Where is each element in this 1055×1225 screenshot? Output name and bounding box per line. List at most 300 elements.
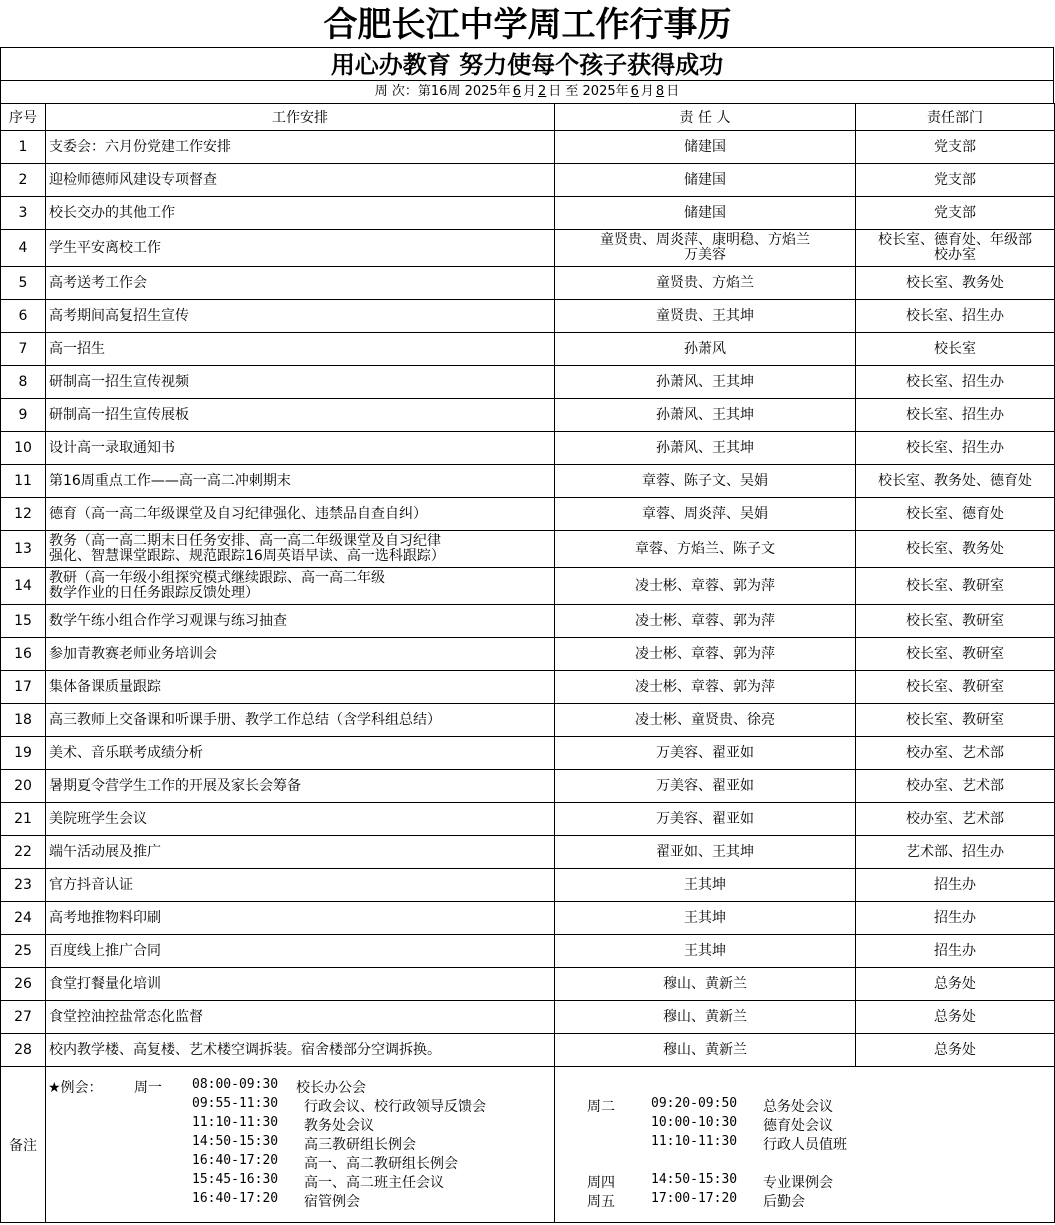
row-dept — [856, 230, 1055, 267]
meeting-event: 德育处会议 — [763, 1118, 833, 1134]
row-number — [1, 836, 46, 869]
row-task — [46, 671, 555, 704]
row-number — [1, 197, 46, 230]
row-number — [1, 164, 46, 197]
row-task — [46, 498, 555, 531]
row-number-text: 15 — [14, 612, 32, 629]
row-number-text: 14 — [14, 577, 32, 594]
row-dept-text: 校长室、德育处、年级部 校办室 — [878, 232, 1032, 263]
row-dept-text: 招生办 — [934, 909, 976, 926]
row-number — [1, 568, 46, 605]
row-number-text: 4 — [18, 239, 28, 256]
row-number-text: 11 — [14, 472, 32, 489]
page-title: 合肥长江中学周工作行事历 — [323, 5, 732, 45]
row-number-text: 23 — [14, 876, 32, 893]
meeting-day: 周五 — [587, 1194, 615, 1210]
row-dept — [856, 197, 1055, 230]
row-number — [1, 704, 46, 737]
row-person-text: 储建国 — [684, 204, 726, 221]
row-number-text: 16 — [14, 645, 32, 662]
row-dept-text: 校长室、教务处 — [906, 274, 1004, 291]
row-person — [555, 568, 856, 605]
row-task-text: 学生平安离校工作 — [49, 239, 161, 256]
row-person-text: 储建国 — [684, 138, 726, 155]
row-task — [46, 399, 555, 432]
row-number-text: 18 — [14, 711, 32, 728]
row-dept-text: 校长室、教务处、德育处 — [878, 472, 1032, 489]
meeting-day: 周四 — [587, 1175, 615, 1191]
table-row — [1, 605, 1055, 638]
start-day: 2 — [537, 84, 547, 99]
row-person-text: 翟亚如、王其坤 — [656, 843, 754, 860]
remarks-left — [46, 1067, 555, 1223]
row-person-text: 储建国 — [684, 171, 726, 188]
week-mid: 日 至 2025年 — [548, 84, 629, 99]
row-person-text: 凌士彬、童贤贵、徐亮 — [635, 711, 775, 728]
row-number — [1, 902, 46, 935]
row-task-text: 高三教师上交备课和听课手册、教学工作总结（含学科组总结） — [49, 711, 441, 728]
table-row — [1, 465, 1055, 498]
header-dept: 责任部门 — [856, 104, 1055, 131]
row-dept — [856, 399, 1055, 432]
row-number-text: 27 — [14, 1008, 32, 1025]
week-info — [0, 80, 1054, 104]
row-dept — [856, 935, 1055, 968]
row-dept — [856, 869, 1055, 902]
table-row — [1, 333, 1055, 366]
row-dept — [856, 803, 1055, 836]
row-task-text: 德育（高一高二年级课堂及自习纪律强化、违禁品自查自纠） — [49, 505, 427, 522]
row-dept — [856, 366, 1055, 399]
meeting-time: 17:00-17:20 — [651, 1191, 738, 1206]
row-number-text: 26 — [14, 975, 32, 992]
row-number-text: 24 — [14, 909, 32, 926]
row-dept — [856, 902, 1055, 935]
row-person — [555, 399, 856, 432]
row-task-text: 研制高一招生宣传展板 — [49, 406, 189, 423]
row-person — [555, 869, 856, 902]
row-task-text: 支委会：六月份党建工作安排 — [49, 138, 231, 155]
row-task-text: 教研（高一年级小组探究模式继续跟踪、高一高二年级 数学作业的日任务跟踪反馈处理） — [49, 570, 385, 601]
row-number — [1, 935, 46, 968]
table-row — [1, 366, 1055, 399]
row-dept — [856, 671, 1055, 704]
meeting-time: 11:10-11:30 — [651, 1134, 738, 1149]
row-number — [1, 333, 46, 366]
row-number — [1, 638, 46, 671]
table-row — [1, 671, 1055, 704]
row-task-text: 教务（高一高二期末日任务安排、高一高二年级课堂及自习纪律 强化、智慧课堂跟踪、规范跟踪16周英语早读、高一选科跟踪） — [49, 533, 445, 564]
row-number-text: 17 — [14, 678, 32, 695]
row-number — [1, 869, 46, 902]
remarks-row — [1, 1067, 1055, 1223]
row-dept-text: 校长室 — [934, 340, 976, 357]
row-task-text: 官方抖音认证 — [49, 876, 133, 893]
meeting-time: 14:50-15:30 — [651, 1172, 738, 1187]
row-dept — [856, 164, 1055, 197]
row-dept — [856, 836, 1055, 869]
row-number — [1, 465, 46, 498]
row-task — [46, 1001, 555, 1034]
row-number — [1, 1034, 46, 1067]
row-task-text: 高考期间高复招生宣传 — [49, 307, 189, 324]
row-number-text: 2 — [18, 171, 28, 188]
row-dept-text: 校长室、招生办 — [906, 439, 1004, 456]
row-dept — [856, 531, 1055, 568]
table-row — [1, 1001, 1055, 1034]
row-number-text: 22 — [14, 843, 32, 860]
meeting-time: 15:45-16:30 — [192, 1172, 279, 1187]
row-number-text: 6 — [18, 307, 28, 324]
row-number — [1, 267, 46, 300]
table-row — [1, 531, 1055, 568]
row-number — [1, 498, 46, 531]
row-task — [46, 465, 555, 498]
row-person — [555, 605, 856, 638]
row-number — [1, 770, 46, 803]
row-person — [555, 902, 856, 935]
meeting-day: 周二 — [587, 1099, 615, 1115]
month-label-2: 月 — [640, 84, 654, 99]
row-person-text: 王其坤 — [684, 942, 726, 959]
row-number-text: 25 — [14, 942, 32, 959]
row-person-text: 王其坤 — [684, 876, 726, 893]
row-dept-text: 校办室、艺术部 — [906, 810, 1004, 827]
meeting-time: 09:55-11:30 — [192, 1096, 279, 1111]
row-dept — [856, 432, 1055, 465]
row-person-text: 孙萧风 — [684, 340, 726, 357]
row-person-text: 孙萧风、王其坤 — [656, 439, 754, 456]
meeting-event: 行政人员值班 — [763, 1137, 847, 1153]
row-number-text: 5 — [18, 274, 28, 291]
row-person-text: 万美容、翟亚如 — [656, 810, 754, 827]
row-dept — [856, 968, 1055, 1001]
row-task-text: 集体备课质量跟踪 — [49, 678, 161, 695]
table-row — [1, 568, 1055, 605]
row-person-text: 穆山、黄新兰 — [663, 975, 747, 992]
header-person: 责 任 人 — [555, 104, 856, 131]
row-task-text: 美院班学生会议 — [49, 810, 147, 827]
row-person — [555, 770, 856, 803]
row-number — [1, 131, 46, 164]
row-task — [46, 1034, 555, 1067]
row-number-text: 21 — [14, 810, 32, 827]
row-number-text: 9 — [18, 406, 28, 423]
remarks-label: 备注 — [1, 1067, 46, 1223]
table-row — [1, 164, 1055, 197]
row-person-text: 王其坤 — [684, 909, 726, 926]
table-row — [1, 432, 1055, 465]
row-dept — [856, 568, 1055, 605]
row-person — [555, 432, 856, 465]
row-task — [46, 531, 555, 568]
row-number-text: 3 — [18, 204, 28, 221]
meeting-time: 09:20-09:50 — [651, 1096, 738, 1111]
row-task-text: 高考地推物料印刷 — [49, 909, 161, 926]
row-dept-text: 总务处 — [934, 1041, 976, 1058]
row-task — [46, 568, 555, 605]
row-dept — [856, 333, 1055, 366]
row-number — [1, 531, 46, 568]
row-person — [555, 300, 856, 333]
row-task-text: 校内教学楼、高复楼、艺术楼空调拆装。宿舍楼部分空调拆换。 — [49, 1041, 441, 1058]
row-dept-text: 校长室、招生办 — [906, 307, 1004, 324]
remarks-heading: ★例会： — [48, 1080, 103, 1096]
meeting-time: 08:00-09:30 — [192, 1077, 279, 1092]
row-dept-text: 校长室、德育处 — [906, 505, 1004, 522]
row-task-text: 第16周重点工作——高一高二冲刺期末 — [49, 472, 291, 489]
row-task — [46, 366, 555, 399]
meeting-event: 教务处会议 — [304, 1118, 374, 1134]
row-person-text: 章蓉、周炎萍、吴娟 — [642, 505, 768, 522]
meeting-time: 10:00-10:30 — [651, 1115, 738, 1130]
table-row — [1, 770, 1055, 803]
row-task-text: 设计高一录取通知书 — [49, 439, 175, 456]
row-person-text: 孙萧风、王其坤 — [656, 406, 754, 423]
table-row — [1, 737, 1055, 770]
row-dept — [856, 638, 1055, 671]
row-number-text: 1 — [18, 138, 28, 155]
table-row — [1, 399, 1055, 432]
row-person-text: 凌士彬、章蓉、郭为萍 — [635, 645, 775, 662]
row-task — [46, 300, 555, 333]
row-task — [46, 605, 555, 638]
table-row — [1, 230, 1055, 267]
row-person-text: 章蓉、方焰兰、陈子文 — [635, 540, 775, 557]
row-dept-text: 校长室、教务处 — [906, 540, 1004, 557]
month-label-1: 月 — [522, 84, 536, 99]
row-task — [46, 230, 555, 267]
row-person-text: 穆山、黄新兰 — [663, 1041, 747, 1058]
row-dept-text: 校长室、教研室 — [906, 645, 1004, 662]
header-no: 序号 — [1, 104, 46, 131]
row-dept-text: 校长室、教研室 — [906, 678, 1004, 695]
row-person — [555, 968, 856, 1001]
meeting-event: 高三教研组长例会 — [304, 1137, 416, 1153]
row-dept-text: 招生办 — [934, 876, 976, 893]
row-dept-text: 艺术部、招生办 — [906, 843, 1004, 860]
row-dept — [856, 131, 1055, 164]
meeting-time: 16:40-17:20 — [192, 1153, 279, 1168]
row-dept-text: 党支部 — [934, 204, 976, 221]
row-number — [1, 803, 46, 836]
row-task — [46, 638, 555, 671]
meeting-event: 高一、高二班主任会议 — [304, 1175, 444, 1191]
row-person-text: 童贤贵、方焰兰 — [656, 274, 754, 291]
row-dept — [856, 465, 1055, 498]
row-number — [1, 968, 46, 1001]
meeting-event: 后勤会 — [763, 1194, 805, 1210]
row-task-text: 高一招生 — [49, 340, 105, 357]
row-dept-text: 校办室、艺术部 — [906, 744, 1004, 761]
table-row — [1, 704, 1055, 737]
row-person — [555, 333, 856, 366]
row-task-text: 食堂打餐量化培训 — [49, 975, 161, 992]
row-task-text: 研制高一招生宣传视频 — [49, 373, 189, 390]
row-number-text: 8 — [18, 373, 28, 390]
row-task-text: 百度线上推广合同 — [49, 942, 161, 959]
table-row — [1, 836, 1055, 869]
meeting-event: 宿管例会 — [304, 1194, 360, 1210]
row-person-text: 万美容、翟亚如 — [656, 777, 754, 794]
row-number-text: 13 — [14, 540, 32, 557]
row-person-text: 童贤贵、王其坤 — [656, 307, 754, 324]
row-dept-text: 校长室、教研室 — [906, 612, 1004, 629]
row-person — [555, 1001, 856, 1034]
row-dept-text: 校长室、教研室 — [906, 577, 1004, 594]
row-number-text: 19 — [14, 744, 32, 761]
row-task — [46, 770, 555, 803]
row-dept — [856, 498, 1055, 531]
row-person — [555, 803, 856, 836]
row-person — [555, 638, 856, 671]
row-person — [555, 498, 856, 531]
start-month: 6 — [512, 84, 521, 99]
row-task — [46, 131, 555, 164]
row-task — [46, 432, 555, 465]
row-number — [1, 432, 46, 465]
row-person-text: 凌士彬、章蓉、郭为萍 — [635, 577, 775, 594]
header-task: 工作安排 — [46, 104, 555, 131]
row-task — [46, 803, 555, 836]
table-row — [1, 638, 1055, 671]
table-row — [1, 935, 1055, 968]
meeting-event: 专业课例会 — [763, 1175, 833, 1191]
row-dept — [856, 605, 1055, 638]
meeting-event: 高一、高二教研组长例会 — [304, 1156, 458, 1172]
meeting-time: 11:10-11:30 — [192, 1115, 279, 1130]
row-number — [1, 366, 46, 399]
meeting-event: 总务处会议 — [763, 1099, 833, 1115]
schedule-table — [0, 103, 1055, 1223]
row-task — [46, 704, 555, 737]
end-month: 6 — [630, 84, 639, 99]
row-dept-text: 招生办 — [934, 942, 976, 959]
row-person — [555, 935, 856, 968]
row-task-text: 迎检师德师风建设专项督查 — [49, 171, 217, 188]
row-number-text: 7 — [18, 340, 28, 357]
row-dept-text: 校办室、艺术部 — [906, 777, 1004, 794]
row-number — [1, 230, 46, 267]
table-row — [1, 300, 1055, 333]
row-task-text: 暑期夏令营学生工作的开展及家长会筹备 — [49, 777, 301, 794]
row-task-text: 数学午练小组合作学习观课与练习抽查 — [49, 612, 287, 629]
row-person-text: 章蓉、陈子文、吴娟 — [642, 472, 768, 489]
row-task — [46, 836, 555, 869]
row-dept-text: 总务处 — [934, 975, 976, 992]
table-row — [1, 869, 1055, 902]
row-dept — [856, 1034, 1055, 1067]
row-number-text: 12 — [14, 505, 32, 522]
row-person — [555, 230, 856, 267]
row-task — [46, 267, 555, 300]
row-person — [555, 1034, 856, 1067]
table-header-row — [1, 104, 1055, 131]
row-number-text: 20 — [14, 777, 32, 794]
row-task — [46, 737, 555, 770]
row-task — [46, 333, 555, 366]
row-dept-text: 党支部 — [934, 171, 976, 188]
meeting-event: 校长办公会 — [296, 1080, 366, 1096]
table-row — [1, 803, 1055, 836]
row-dept — [856, 267, 1055, 300]
table-row — [1, 1034, 1055, 1067]
row-dept-text: 党支部 — [934, 138, 976, 155]
meeting-time: 16:40-17:20 — [192, 1191, 279, 1206]
row-task-text: 食堂控油控盐常态化监督 — [49, 1008, 203, 1025]
row-dept-text: 总务处 — [934, 1008, 976, 1025]
row-person — [555, 737, 856, 770]
row-person — [555, 531, 856, 568]
table-row — [1, 968, 1055, 1001]
row-task-text: 美术、音乐联考成绩分析 — [49, 744, 203, 761]
row-task — [46, 164, 555, 197]
meeting-time: 14:50-15:30 — [192, 1134, 279, 1149]
row-task-text: 参加青教赛老师业务培训会 — [49, 645, 217, 662]
row-person — [555, 164, 856, 197]
row-person — [555, 671, 856, 704]
row-dept — [856, 737, 1055, 770]
row-task — [46, 869, 555, 902]
row-person — [555, 836, 856, 869]
row-person-text: 凌士彬、章蓉、郭为萍 — [635, 612, 775, 629]
end-day: 8 — [655, 84, 665, 99]
row-person-text: 穆山、黄新兰 — [663, 1008, 747, 1025]
row-dept — [856, 1001, 1055, 1034]
row-dept — [856, 300, 1055, 333]
row-task — [46, 935, 555, 968]
row-person-text: 孙萧风、王其坤 — [656, 373, 754, 390]
row-person — [555, 704, 856, 737]
row-number — [1, 671, 46, 704]
table-row — [1, 902, 1055, 935]
row-person — [555, 267, 856, 300]
week-suffix: 日 — [666, 84, 680, 99]
row-number-text: 28 — [14, 1041, 32, 1058]
table-row — [1, 498, 1055, 531]
row-dept — [856, 704, 1055, 737]
week-prefix: 周 次：第16周 2025年 — [374, 84, 511, 99]
row-dept-text: 校长室、教研室 — [906, 711, 1004, 728]
school-slogan: 用心办教育 努力使每个孩子获得成功 — [0, 47, 1054, 81]
row-dept-text: 校长室、招生办 — [906, 373, 1004, 390]
row-dept-text: 校长室、招生办 — [906, 406, 1004, 423]
row-number — [1, 737, 46, 770]
row-task-text: 高考送考工作会 — [49, 274, 147, 291]
table-row — [1, 131, 1055, 164]
row-person — [555, 366, 856, 399]
row-number — [1, 1001, 46, 1034]
table-row — [1, 267, 1055, 300]
row-number — [1, 300, 46, 333]
row-task-text: 端午活动展及推广 — [49, 843, 161, 860]
row-person — [555, 131, 856, 164]
meeting-event: 行政会议、校行政领导反馈会 — [304, 1099, 486, 1115]
row-person-text: 童贤贵、周炎萍、康明稳、方焰兰 万美容 — [600, 232, 810, 263]
row-person — [555, 197, 856, 230]
remarks-right — [555, 1067, 1055, 1223]
row-number — [1, 399, 46, 432]
row-number-text: 10 — [14, 439, 32, 456]
row-person-text: 万美容、翟亚如 — [656, 744, 754, 761]
row-number — [1, 605, 46, 638]
row-task — [46, 968, 555, 1001]
row-dept — [856, 770, 1055, 803]
meeting-day: 周一 — [134, 1080, 162, 1096]
row-task — [46, 902, 555, 935]
row-task-text: 校长交办的其他工作 — [49, 204, 175, 221]
row-person — [555, 465, 856, 498]
